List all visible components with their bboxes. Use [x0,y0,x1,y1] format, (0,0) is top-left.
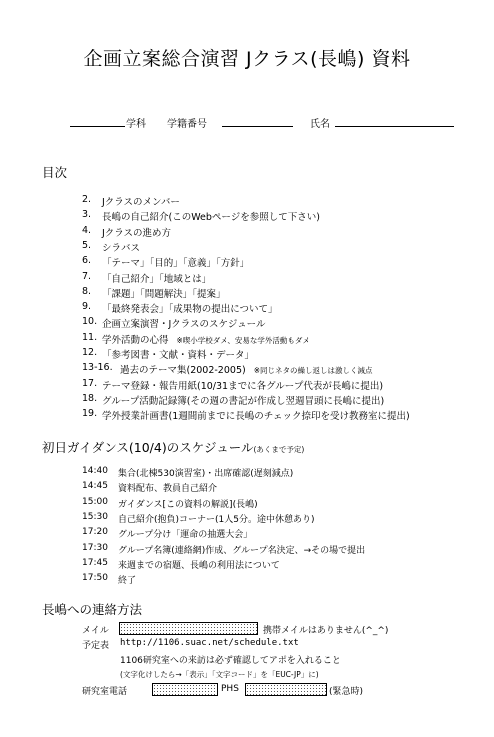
dept-blank[interactable] [70,126,125,127]
toc-item[interactable] [102,393,384,407]
schedule-item: 終了 [118,576,137,587]
toc-item-note: ※喫小学校ダメ、安易な学外活動もダメ [176,335,310,345]
toc-item-label: 過去のテーマ集(2002-2005) [120,365,246,377]
toc-item-label: 「参考図書・文献・資料・データ」 [102,350,255,361]
toc-item-number: 18. [82,392,98,404]
toc-item-number: 13-16. [82,362,113,374]
toc-item[interactable] [102,332,310,346]
phone-label: 研究室電話 [82,687,128,697]
schedule-heading-text: 初日ガイダンス(10/4)のスケジュール [42,440,254,455]
name-label: 氏名 [310,119,330,130]
toc-item-label: Jクラスの進め方 [102,227,172,239]
toc-item[interactable] [102,378,383,392]
toc-item[interactable] [102,194,180,208]
toc-item-number: 8. [82,285,92,297]
toc-item-label: シラバス [102,242,141,254]
toc-item[interactable] [102,209,320,223]
toc-item[interactable] [102,301,278,315]
dept-label: 学科 [126,119,146,130]
toc-item-label: 学外授業計画書(1週間前までに長嶋のチェック捺印を受け教務室に提出) [102,411,410,423]
encoding-note: (文字化けしたら→「表示」「文字コード」を「EUC-JP」に) [120,670,319,679]
phs-label: PHS [221,684,239,694]
schedule-item: ガイダンス[この資料の解説](長嶋) [118,499,258,510]
schedule-time: 17:20 [82,527,108,538]
toc-item[interactable] [102,408,410,422]
mail-label: メイル [82,626,109,636]
name-blank[interactable] [335,126,454,127]
toc-item-number: 10. [82,316,98,328]
toc-item[interactable] [102,286,226,300]
toc-item-number: 19. [82,408,98,420]
phone-number-redacted [152,683,218,696]
schedule-heading [42,438,304,456]
toc-heading: 目次 [42,165,68,180]
phs-note: (緊急時) [329,687,364,697]
mail-note: 携帯メイルはありません(^_^) [263,626,389,636]
schedule-label: 予定表 [82,641,110,651]
schedule-item: 集合(北棟530演習室)・出席確認(遅刻減点) [118,469,294,479]
student-no-blank[interactable] [222,126,293,127]
schedule-time: 14:40 [82,466,108,476]
toc-item-number: 6. [82,255,92,267]
contact-heading: 長嶋への連絡方法 [42,602,143,617]
toc-item[interactable] [102,240,140,254]
toc-item[interactable] [120,362,373,376]
phs-number-redacted [245,683,327,696]
toc-item[interactable] [102,271,211,285]
toc-item-number: 3. [82,209,92,221]
schedule-time: 17:30 [82,542,108,553]
schedule-time: 17:50 [82,573,108,584]
toc-item-number: 9. [82,301,92,313]
toc-item[interactable] [102,316,265,330]
schedule-url-link[interactable]: http://1106.suac.net/schedule.txt [120,638,299,648]
toc-item-note: ※同じネタの繰し返しは激しく減点 [253,366,373,376]
schedule-time: 14:45 [82,481,108,492]
toc-item-label: テーマ登録・報告用紙(10/31までに各グループ代表が長嶋に提出) [102,380,384,392]
student-no-label: 学籍番号 [167,119,207,130]
toc-item-number: 2. [82,194,92,205]
visit-note: 1106研究室への来訪は必ず確認してアポを入れること [120,656,341,666]
mail-address-redacted [119,622,258,635]
toc-item-number: 4. [82,224,92,236]
schedule-time: 15:30 [82,511,108,522]
schedule-item: グループ分け「運命の抽選大会」 [118,530,253,541]
toc-item-number: 5. [82,239,92,251]
toc-item-label: 「テーマ」「目的」「意義」「方針」 [102,258,250,270]
schedule-time: 17:45 [82,557,108,568]
toc-item-label: 企画立案演習・Jクラスのスケジュール [102,319,266,331]
toc-item-label: 「最終発表会」「成果物の提出について」 [102,304,278,316]
schedule-time: 15:00 [82,496,108,507]
toc-item[interactable] [102,225,171,239]
toc-item-label: グループ活動記録簿(その週の書記が作成し翌週冒頭に長嶋に提出) [102,395,385,407]
toc-item-number: 7. [82,270,92,282]
toc-item-label: 「自己紹介」「地域とは」 [102,273,212,285]
toc-item-number: 17. [82,377,98,389]
toc-item-label: 長嶋の自己紹介(このWebページを参照して下さい) [102,212,320,224]
toc-item-number: 12. [82,347,98,358]
toc-item-label: 学外活動の心得 [102,334,169,346]
schedule-item: 来週までの宿題、長嶋の利用法について [118,560,280,571]
schedule-heading-note: (あくまで予定) [253,445,305,454]
toc-item-label: 「課題」「問題解決」「提案」 [102,288,226,300]
schedule-item: 資料配布、教員自己紹介 [118,484,218,495]
toc-item-number: 11. [82,331,98,343]
toc-item[interactable] [102,255,249,269]
schedule-item: グループ名簿(連絡網)作成、グループ名決定、→その場で提出 [118,545,366,556]
toc-item-label: Jクラスのメンバー [102,197,180,208]
toc-item[interactable] [102,347,254,361]
schedule-item: 自己紹介(抱負)コーナー(1人5分。途中休憩あり) [118,514,315,525]
page-title: 企画立案総合演習 Jクラス(長嶋) 資料 [83,48,411,70]
